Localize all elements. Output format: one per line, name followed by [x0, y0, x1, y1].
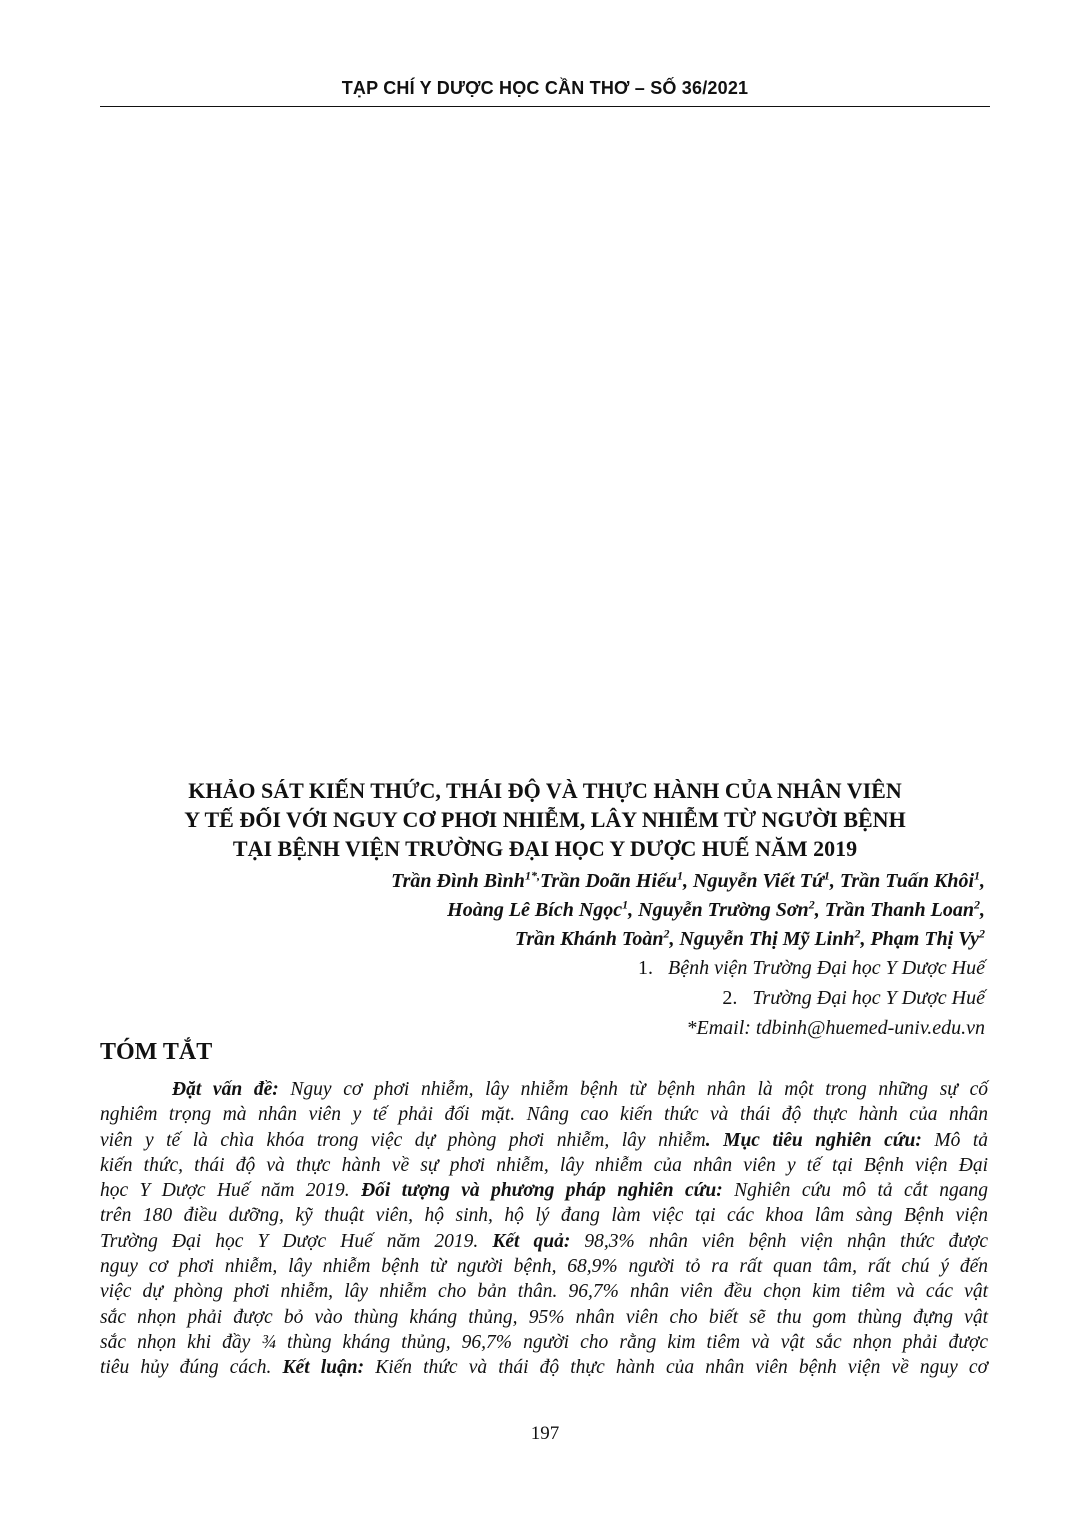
abstract-label: Đặt vấn đề: — [172, 1079, 279, 1100]
journal-header: TẠP CHÍ Y DƯỢC HỌC CẦN THƠ – SỐ 36/2021 — [341, 78, 749, 98]
abstract-heading: TÓM TẮT — [100, 1039, 213, 1065]
affiliation-number: 1. — [637, 957, 653, 979]
author-name: Trần Doãn Hiếu — [539, 870, 677, 892]
abstract-line: Trường Đại học Y Dược Huế năm 2019. Kết quả: 98,3% nhân viên bệnh viện nhận thức được — [100, 1230, 988, 1252]
author-name: Trần Thanh Loan — [824, 899, 974, 921]
abstract-line: việc dự phòng phơi nhiễm, lây nhiễm cho bản thân. 96,7% nhân viên đều chọn kim tiêm và các vật — [100, 1281, 988, 1303]
affiliation-item — [385, 983, 985, 1013]
author-affiliation-mark: 2 — [979, 926, 985, 941]
abstract-line: sắc nhọn phải được bỏ vào thùng kháng thủng, 95% nhân viên cho biết sẽ thu gom thùng đựng vật — [100, 1306, 988, 1328]
author-affiliation-mark: 1 — [823, 868, 830, 883]
author-affiliation-mark: 2 — [663, 926, 670, 941]
author-name: Phạm Thị Vy — [870, 928, 979, 950]
author-affiliation-mark: 1*, — [524, 868, 540, 883]
abstract-line: sắc nhọn khi đầy ¾ thùng kháng thủng, 96,7% người cho rằng kim tiêm và vật sắc nhọn phải được — [100, 1331, 988, 1353]
abstract-line: nghiêm trọng mà nhân viên y tế phải đối mặt. Nâng cao kiến thức và thái độ thực hành của nhân — [100, 1104, 988, 1126]
abstract-line: học Y Dược Huế năm 2019. Đối tượng và phương pháp nghiên cứu: Nghiên cứu mô tả cắt ngang — [100, 1180, 988, 1202]
author-affiliation-mark: 2 — [854, 926, 861, 941]
abstract-label: Kết quả: — [478, 1230, 571, 1252]
author-name: Trần Tuấn Khôi — [839, 870, 974, 892]
title-line: TẠI BỆNH VIỆN TRƯỜNG ĐẠI HỌC Y DƯỢC HUẾ NĂM 2019 — [232, 836, 858, 861]
abstract-line: trên 180 điều dưỡng, kỹ thuật viên, hộ sinh, hộ lý đang làm việc tại các khoa lâm sàng Bệnh viện — [100, 1205, 988, 1227]
author-affiliation-mark: 2 — [974, 897, 980, 912]
affiliation-name: Bệnh viện Trường Đại học Y Dược Huế — [667, 957, 985, 979]
author-line: Trần Đình Bình$^{1*,}$Trần Doãn Hiếu$^1$, Nguyễn Viết Tứ$^1$, Trần Tuấn Khôi$^1$, — [391, 868, 985, 892]
title-line: Y TẾ ĐỐI VỚI NGUY CƠ PHƠI NHIỄM, LÂY NHIỄM TỪ NGƯỜI BỆNH — [184, 807, 906, 832]
author-name: Nguyễn Thị Mỹ Linh — [679, 928, 855, 950]
affiliation-name: Trường Đại học Y Dược Huế — [752, 987, 985, 1009]
abstract-label: Kết luận: — [271, 1357, 365, 1379]
author-line: Hoàng Lê Bích Ngọc$^1$, Nguyễn Trường Sơn$^2$, Trần Thanh Loan$^2$, — [447, 897, 985, 921]
author-affiliation-mark: 1 — [677, 868, 683, 883]
author-affiliation-mark: 1 — [974, 868, 980, 883]
abstract-label: Đối tượng và phương pháp nghiên cứu: — [349, 1180, 723, 1202]
abstract-label: . Mục tiêu nghiên cứu: — [705, 1129, 922, 1151]
header-divider — [100, 106, 990, 107]
corresponding-email: *Email: tdbinh@huemed-univ.edu.vn — [686, 1017, 985, 1039]
abstract-body — [100, 1077, 988, 1381]
abstract-line: nguy cơ phơi nhiễm, lây nhiễm bệnh từ người bệnh, 68,9% người tỏ ra rất quan tâm, rất chú ý đến — [100, 1256, 988, 1278]
author-affiliation-mark: 1 — [622, 897, 629, 912]
affiliation-number: 2. — [722, 987, 738, 1009]
title-line: KHẢO SÁT KIẾN THỨC, THÁI ĐỘ VÀ THỰC HÀNH CỦA NHÂN VIÊN — [188, 778, 902, 803]
author-name: Nguyễn Trường Sơn — [638, 899, 809, 921]
affiliation-item — [385, 953, 985, 983]
article-title — [100, 776, 990, 863]
author-name: Hoàng Lê Bích Ngọc — [447, 899, 623, 921]
affiliation-list — [385, 953, 985, 1043]
author-affiliation-mark: 2 — [808, 897, 815, 912]
abstract-line: viên y tế là chìa khóa trong việc dự phòng phơi nhiễm, lây nhiễm. Mục tiêu nghiên cứu: Mô tả — [100, 1129, 988, 1151]
author-line: Trần Khánh Toàn$^2$, Nguyễn Thị Mỹ Linh$^2$, Phạm Thị Vy$^2$ — [514, 926, 985, 950]
author-name: Trần Đình Bình — [391, 870, 525, 892]
author-name: Trần Khánh Toàn — [514, 928, 664, 950]
abstract-line: Đặt vấn đề: Nguy cơ phơi nhiễm, lây nhiễm bệnh từ bệnh nhân là một trong những sự cố — [172, 1079, 988, 1100]
abstract-line: tiêu hủy đúng cách. Kết luận: Kiến thức và thái độ thực hành của nhân viên bệnh viện về nguy cơ — [100, 1357, 988, 1379]
author-list — [185, 867, 985, 954]
page-number: 197 — [530, 1423, 560, 1444]
author-name: Nguyễn Viết Tứ — [693, 870, 824, 892]
abstract-line: kiến thức, thái độ và thực hành về sự phơi nhiễm, lây nhiễm của nhân viên y tế tại Bệnh viện Đại — [100, 1154, 988, 1176]
